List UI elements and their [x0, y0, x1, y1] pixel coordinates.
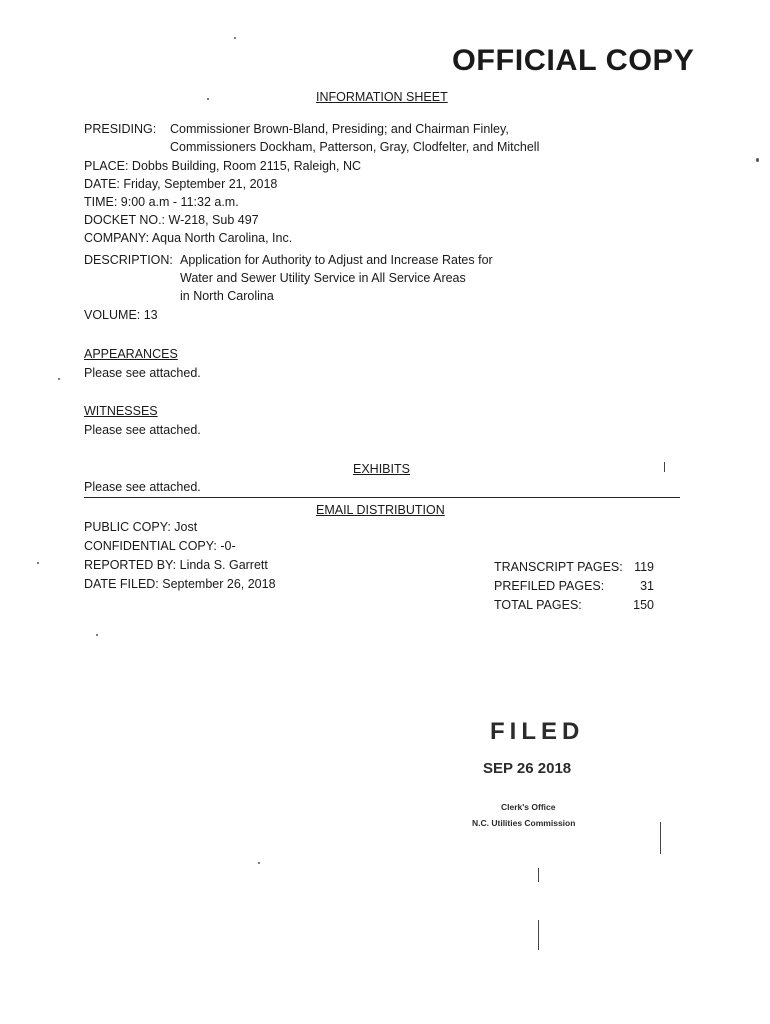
scan-speck: [58, 378, 60, 380]
scan-speck: [96, 634, 98, 636]
confidential-copy-line: CONFIDENTIAL COPY: -0-: [84, 539, 236, 553]
section-divider: [84, 497, 680, 498]
time-line: TIME: 9:00 a.m - 11:32 a.m.: [84, 195, 239, 209]
prefiled-pages-label: PREFILED PAGES:: [494, 579, 605, 593]
presiding-label: PRESIDING:: [84, 122, 157, 136]
place-line: PLACE: Dobbs Building, Room 2115, Raleigh, NC: [84, 159, 361, 173]
description-line-1: Application for Authority to Adjust and Increase Rates for: [180, 253, 493, 267]
scan-vline: [538, 868, 539, 882]
email-distribution-heading: EMAIL DISTRIBUTION: [316, 503, 445, 517]
filed-stamp-date: SEP 26 2018: [483, 760, 572, 777]
exhibits-heading: EXHIBITS: [353, 462, 410, 476]
scan-speck: [37, 562, 39, 564]
official-copy-stamp: OFFICIAL COPY: [452, 44, 695, 77]
appearances-text: Please see attached.: [84, 366, 201, 380]
description-line-3: in North Carolina: [180, 289, 274, 303]
date-filed-line: DATE FILED: September 26, 2018: [84, 577, 276, 591]
description-line-2: Water and Sewer Utility Service in All Service Areas: [180, 271, 466, 285]
scan-vline: [664, 462, 665, 472]
presiding-line-1: Commissioner Brown-Bland, Presiding; and Chairman Finley,: [170, 122, 509, 136]
volume-line: VOLUME: 13: [84, 308, 158, 322]
description-label: DESCRIPTION:: [84, 253, 173, 267]
scan-speck: [756, 158, 759, 162]
witnesses-text: Please see attached.: [84, 423, 201, 437]
information-sheet-title: INFORMATION SHEET: [316, 90, 448, 104]
transcript-pages-value: 119: [634, 560, 654, 574]
reported-by-line: REPORTED BY: Linda S. Garrett: [84, 558, 268, 572]
company-line: COMPANY: Aqua North Carolina, Inc.: [84, 231, 293, 245]
scan-vline: [660, 822, 661, 854]
presiding-line-2: Commissioners Dockham, Patterson, Gray, Clodfelter, and Mitchell: [170, 140, 540, 154]
prefiled-pages-value: 31: [640, 579, 654, 593]
date-line: DATE: Friday, September 21, 2018: [84, 177, 278, 191]
total-pages-label: TOTAL PAGES:: [494, 598, 582, 612]
docket-line: DOCKET NO.: W-218, Sub 497: [84, 213, 259, 227]
appearances-heading: APPEARANCES: [84, 347, 178, 361]
exhibits-text: Please see attached.: [84, 480, 201, 494]
transcript-pages-label: TRANSCRIPT PAGES:: [494, 560, 623, 574]
filed-stamp-office: Clerk's Office: [501, 802, 556, 812]
scan-speck: [207, 98, 209, 100]
scan-speck: [258, 862, 260, 864]
total-pages-value: 150: [633, 598, 654, 612]
public-copy-line: PUBLIC COPY: Jost: [84, 520, 198, 534]
scan-vline: [538, 920, 539, 950]
filed-stamp-commission: N.C. Utilities Commission: [472, 818, 576, 828]
filed-stamp-word: FILED: [490, 718, 585, 745]
scan-speck: [234, 37, 236, 39]
witnesses-heading: WITNESSES: [84, 404, 158, 418]
